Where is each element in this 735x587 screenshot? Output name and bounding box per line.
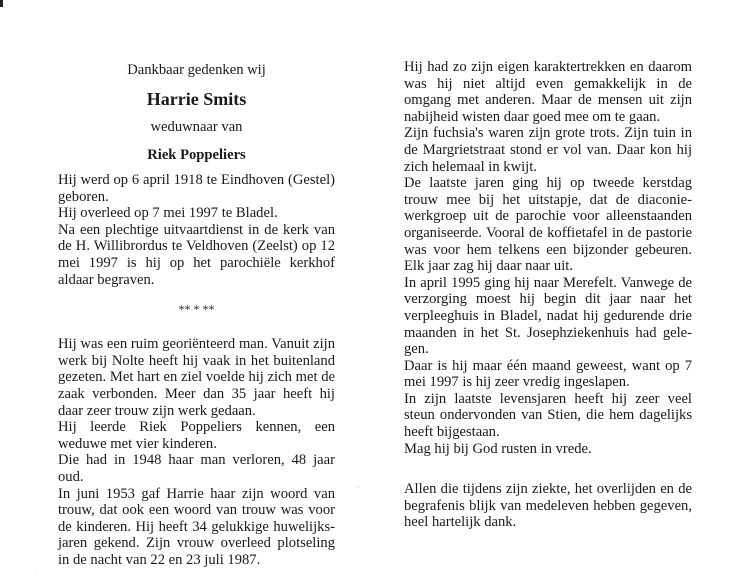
paragraph-meeting: Hij leerde Riek Poppeliers kennen, een weduwe met vier kinderen. bbox=[58, 419, 335, 452]
spouse-name: Riek Poppeliers bbox=[147, 147, 246, 163]
paragraph-support: In zijn laatste levensjaren heeft hij zeer veel steun ondervonden van Stien, die hem dagelijks heeft bijgestaan. bbox=[404, 390, 692, 441]
paragraph-career: Hij was een ruim georiënteerd man. Vanuit zijn werk bij Nolte heeft hij vaak in het buitenland gezeten. Met hart en ziel voelde hij zich met de zaak verbonden. Meer dan 35 jaar heeft hij daar zeer trouw zijn werk gedaan. bbox=[58, 336, 335, 419]
paragraph-nursing-home: In april 1995 ging hij naar Merefelt. Vanwege de verzorging moest hij begin dit jaar naar het verpleeghuis in Bladel, nadat hij gedurende drie maanden in het St. Josephziekenhuis had gelegen. bbox=[404, 274, 692, 358]
paragraph-widow: Die had in 1948 haar man verloren, 48 jaar oud. bbox=[58, 452, 335, 485]
scan-speck bbox=[35, 570, 37, 572]
memorial-header bbox=[58, 60, 335, 172]
left-column bbox=[58, 60, 335, 568]
paragraph-prayer: Mag hij bij God rusten in vrede. bbox=[404, 440, 592, 457]
deceased-name: Harrie Smits bbox=[146, 89, 247, 109]
thanks-note bbox=[404, 481, 692, 531]
scan-speck bbox=[357, 486, 359, 488]
paragraph-passing: Daar is hij maar één maand geweest, want op 7 mei 1997 is hij zeer vredig ingeslapen. bbox=[404, 357, 692, 391]
paragraph-character: Hij had zo zijn eigen karaktertrekken en daarom was hij niet altijd even gemakkelijk in de omgang met anderen. Maar de mensen uit zijn nabijheid wisten daar goed mee om te gaan. bbox=[404, 59, 692, 125]
right-column bbox=[404, 59, 692, 457]
paragraph-garden: Zijn fuchsia's waren zijn grote trots. Zijn tuin in de Margrietstraat stond er vol van. Daar kon hij zich helemaal in kwijt. bbox=[404, 125, 692, 175]
paragraph-christmas: De laatste jaren ging hij op tweede kerstdag trouw mee bij het uitstapje, dat de diaconiewerkgroep uit de parochie voor alleenstaanden organiseerde. Vooral de koffietafel in de pastorie was voor hem telkens een bijzonder gebeuren. Elk jaar zag hij daar naar uit. bbox=[404, 175, 692, 275]
section-separator: ** * ** bbox=[178, 302, 215, 317]
intro-line: Dankbaar gedenken wij bbox=[127, 62, 266, 78]
scan-corner-mark bbox=[0, 0, 3, 7]
paragraph-death: Hij overleed op 7 mei 1997 te Bladel. bbox=[58, 205, 278, 222]
relation-line: weduwnaar van bbox=[150, 119, 243, 135]
biography-facts bbox=[58, 172, 335, 288]
paragraph-funeral: Na een plechtige uitvaartdienst in de kerk van de H. Willibrordus te Veldhoven (Zeelst) op 12 mei 1997 is hij op het parochiële kerkhof aldaar begraven. bbox=[58, 221, 335, 288]
paragraph-marriage: In juni 1953 gaf Harrie haar zijn woord van trouw, dat ook een woord van trouw was voor de kinderen. Hij heeft 34 gelukkige huwelijksjaren gekend. Zijn vrouw overleed plotseling in de nacht van 22 en 23 juli 1987. bbox=[58, 485, 335, 568]
paragraph-thanks: Allen die tijdens zijn ziekte, het overlijden en de begrafenis blijk van medeleven hebben gegeven, heel hartelijk dank. bbox=[404, 481, 692, 531]
paragraph-birth: Hij werd op 6 april 1918 te Eindhoven (Gestel) geboren. bbox=[58, 172, 335, 205]
biography-story bbox=[58, 336, 335, 568]
